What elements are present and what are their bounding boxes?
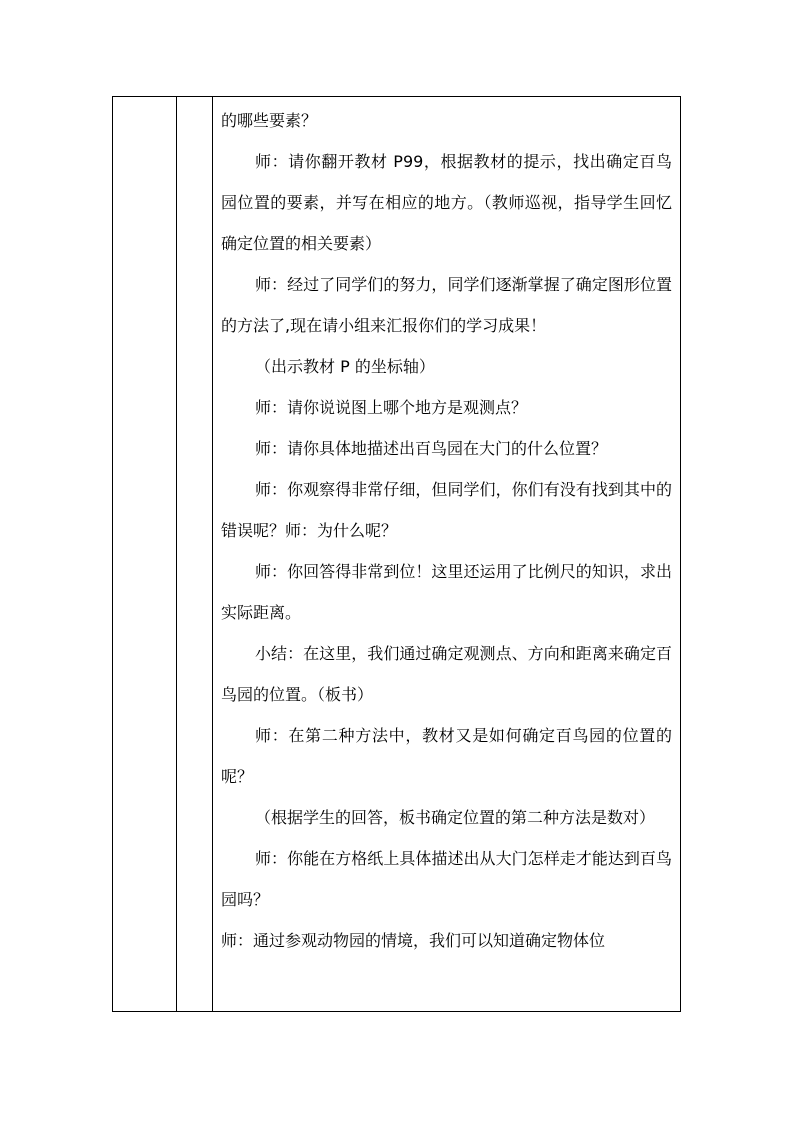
paragraph: 师：通过参观动物园的情境，我们可以知道确定物体位 bbox=[221, 931, 606, 950]
column-divider-1 bbox=[176, 97, 177, 1011]
paragraph: 师：请你翻开教材 P99，根据教材的提示，找出确定百鸟园位置的要素，并写在相应的地方。（教师巡视，指导学生回忆确定位置的相关要素） bbox=[221, 152, 672, 253]
column-divider-2 bbox=[212, 97, 213, 1011]
paragraph: 师：请你具体地描述出百鸟园在大门的什么位置？ bbox=[255, 439, 608, 458]
paragraph: （根据学生的回答，板书确定位置的第二种方法是数对） bbox=[255, 808, 656, 827]
paragraph: 师：经过了同学们的努力，同学们逐渐掌握了确定图形位置的方法了,现在请小组来汇报你们的学习成果！ bbox=[221, 275, 672, 335]
paragraph: 师：你能在方格纸上具体描述出从大门怎样走才能达到百鸟园吗？ bbox=[221, 849, 672, 909]
paragraph: 师：在第二种方法中，教材又是如何确定百鸟园的位置的呢？ bbox=[221, 726, 672, 786]
lesson-plan-table bbox=[112, 96, 681, 1012]
paragraph: 小结：在这里，我们通过确定观测点、方向和距离来确定百鸟园的位置。（板书） bbox=[221, 644, 672, 704]
paragraph: 师：你回答得非常到位！这里还运用了比例尺的知识，求出实际距离。 bbox=[221, 562, 672, 622]
content-cell bbox=[221, 100, 672, 1011]
paragraph: 师：你观察得非常仔细，但同学们，你们有没有找到其中的错误呢？师：为什么呢？ bbox=[221, 480, 672, 540]
paragraph: 师：请你说说图上哪个地方是观测点？ bbox=[255, 398, 528, 417]
paragraph: （出示教材 P 的坐标轴） bbox=[255, 357, 435, 376]
paragraph: 的哪些要素？ bbox=[221, 111, 318, 130]
